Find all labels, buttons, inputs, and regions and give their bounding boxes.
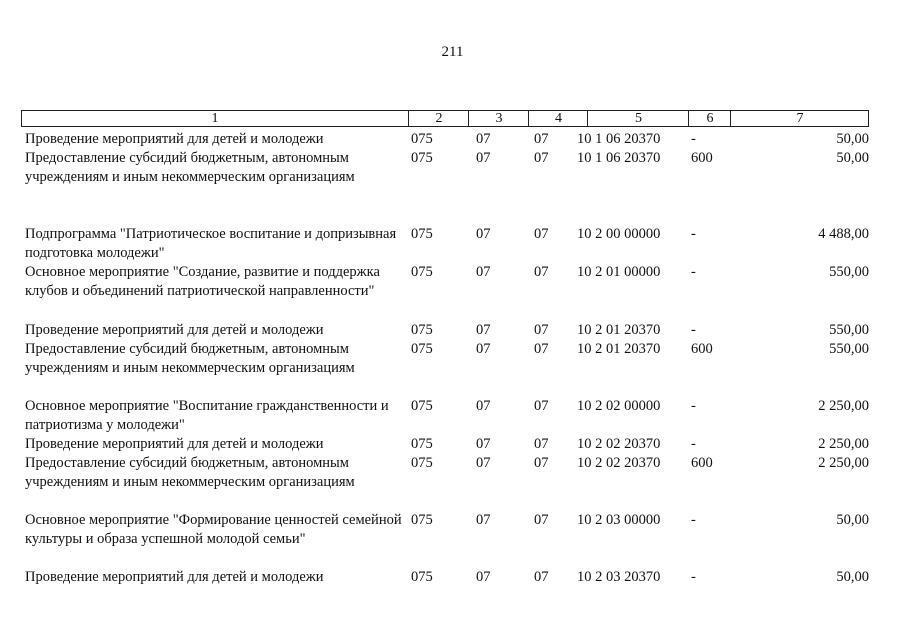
row-name: Подпрограмма "Патриотическое воспитание и допризывная подготовка молодежи"	[25, 226, 397, 261]
row-col-6: -	[691, 131, 696, 147]
row-name: Предоставление субсидий бюджетным, автономным учреждениям и иным некоммерческим организациям	[25, 150, 355, 185]
header-col-1: 1	[211, 111, 219, 126]
row-col-4: 07	[534, 226, 549, 242]
row-col-2: 075	[411, 341, 433, 357]
header-col-3: 3	[468, 111, 529, 126]
row-col-4: 07	[534, 569, 549, 585]
row-col-6: -	[691, 398, 696, 414]
row-col-7: 50,00	[836, 131, 869, 147]
row-col-4: 07	[534, 398, 549, 414]
row-name: Основное мероприятие "Создание, развитие и поддержка клубов и объединений патриотической направленности"	[25, 264, 380, 299]
row-col-5: 10 2 01 00000	[577, 264, 661, 280]
row-col-4: 07	[534, 131, 549, 147]
row-name: Предоставление субсидий бюджетным, автономным учреждениям и иным некоммерческим организациям	[25, 341, 355, 376]
row-col-5: 10 2 01 20370	[577, 341, 661, 357]
row-col-3: 07	[476, 436, 491, 452]
row-col-7: 550,00	[829, 341, 869, 357]
row-col-3: 07	[476, 150, 491, 166]
table-row	[0, 149, 905, 225]
row-col-2: 075	[411, 226, 433, 242]
row-col-7: 50,00	[836, 512, 869, 528]
row-col-2: 075	[411, 512, 433, 528]
row-col-2: 075	[411, 436, 433, 452]
row-col-2: 075	[411, 569, 433, 585]
header-col-7: 7	[730, 111, 869, 126]
row-name: Проведение мероприятий для детей и молодежи	[25, 131, 324, 147]
table-row	[0, 397, 905, 435]
row-col-5: 10 2 03 20370	[577, 569, 661, 585]
row-col-2: 075	[411, 398, 433, 414]
row-col-4: 07	[534, 322, 549, 338]
row-col-3: 07	[476, 398, 491, 414]
row-col-3: 07	[476, 131, 491, 147]
row-col-3: 07	[476, 569, 491, 585]
header-col-6: 6	[688, 111, 731, 126]
row-col-4: 07	[534, 341, 549, 357]
table-row	[0, 130, 905, 149]
row-name: Проведение мероприятий для детей и молодежи	[25, 569, 324, 585]
row-col-5: 10 2 01 20370	[577, 322, 661, 338]
row-col-6: 600	[691, 455, 713, 471]
row-col-7: 550,00	[829, 264, 869, 280]
row-col-4: 07	[534, 264, 549, 280]
row-col-3: 07	[476, 226, 491, 242]
row-col-6: -	[691, 322, 696, 338]
row-col-3: 07	[476, 455, 491, 471]
row-col-3: 07	[476, 341, 491, 357]
row-col-5: 10 2 02 00000	[577, 398, 661, 414]
row-col-6: -	[691, 226, 696, 242]
table-row	[0, 263, 905, 321]
row-col-2: 075	[411, 131, 433, 147]
row-col-4: 07	[534, 150, 549, 166]
row-col-3: 07	[476, 512, 491, 528]
row-col-5: 10 2 03 00000	[577, 512, 661, 528]
row-col-5: 10 2 02 20370	[577, 436, 661, 452]
row-name: Основное мероприятие "Воспитание гражданственности и патриотизма у молодежи"	[25, 398, 389, 433]
row-col-6: -	[691, 264, 696, 280]
row-col-7: 2 250,00	[818, 398, 869, 414]
table-row	[0, 568, 905, 587]
row-name: Предоставление субсидий бюджетным, автономным учреждениям и иным некоммерческим организациям	[25, 455, 355, 490]
table-row	[0, 225, 905, 263]
row-col-4: 07	[534, 436, 549, 452]
row-col-5: 10 1 06 20370	[577, 131, 661, 147]
row-col-2: 075	[411, 322, 433, 338]
table-header	[21, 110, 869, 127]
row-name: Проведение мероприятий для детей и молодежи	[25, 322, 324, 338]
row-name: Основное мероприятие "Формирование ценностей семейной культуры и образа успешной молодой семьи"	[25, 512, 402, 547]
row-col-7: 2 250,00	[818, 455, 869, 471]
row-col-7: 2 250,00	[818, 436, 869, 452]
table-row	[0, 511, 905, 568]
table-row	[0, 435, 905, 454]
row-col-7: 50,00	[836, 150, 869, 166]
row-col-6: 600	[691, 341, 713, 357]
row-col-5: 10 2 00 00000	[577, 226, 661, 242]
table-row	[0, 321, 905, 340]
row-col-4: 07	[534, 512, 549, 528]
header-col-4: 4	[528, 111, 588, 126]
table-body	[0, 130, 905, 587]
row-col-6: -	[691, 436, 696, 452]
row-col-7: 4 488,00	[818, 226, 869, 242]
row-col-5: 10 2 02 20370	[577, 455, 661, 471]
row-col-2: 075	[411, 455, 433, 471]
row-col-5: 10 1 06 20370	[577, 150, 661, 166]
row-col-2: 075	[411, 150, 433, 166]
row-col-7: 50,00	[836, 569, 869, 585]
row-col-2: 075	[411, 264, 433, 280]
row-col-7: 550,00	[829, 322, 869, 338]
row-col-4: 07	[534, 455, 549, 471]
row-col-6: -	[691, 569, 696, 585]
row-name: Проведение мероприятий для детей и молодежи	[25, 436, 324, 452]
row-col-6: 600	[691, 150, 713, 166]
table-row	[0, 340, 905, 397]
row-col-3: 07	[476, 264, 491, 280]
header-col-2: 2	[408, 111, 469, 126]
table-row	[0, 454, 905, 511]
row-col-6: -	[691, 512, 696, 528]
header-col-5: 5	[587, 111, 689, 126]
page-number: 211	[441, 44, 464, 60]
row-col-3: 07	[476, 322, 491, 338]
